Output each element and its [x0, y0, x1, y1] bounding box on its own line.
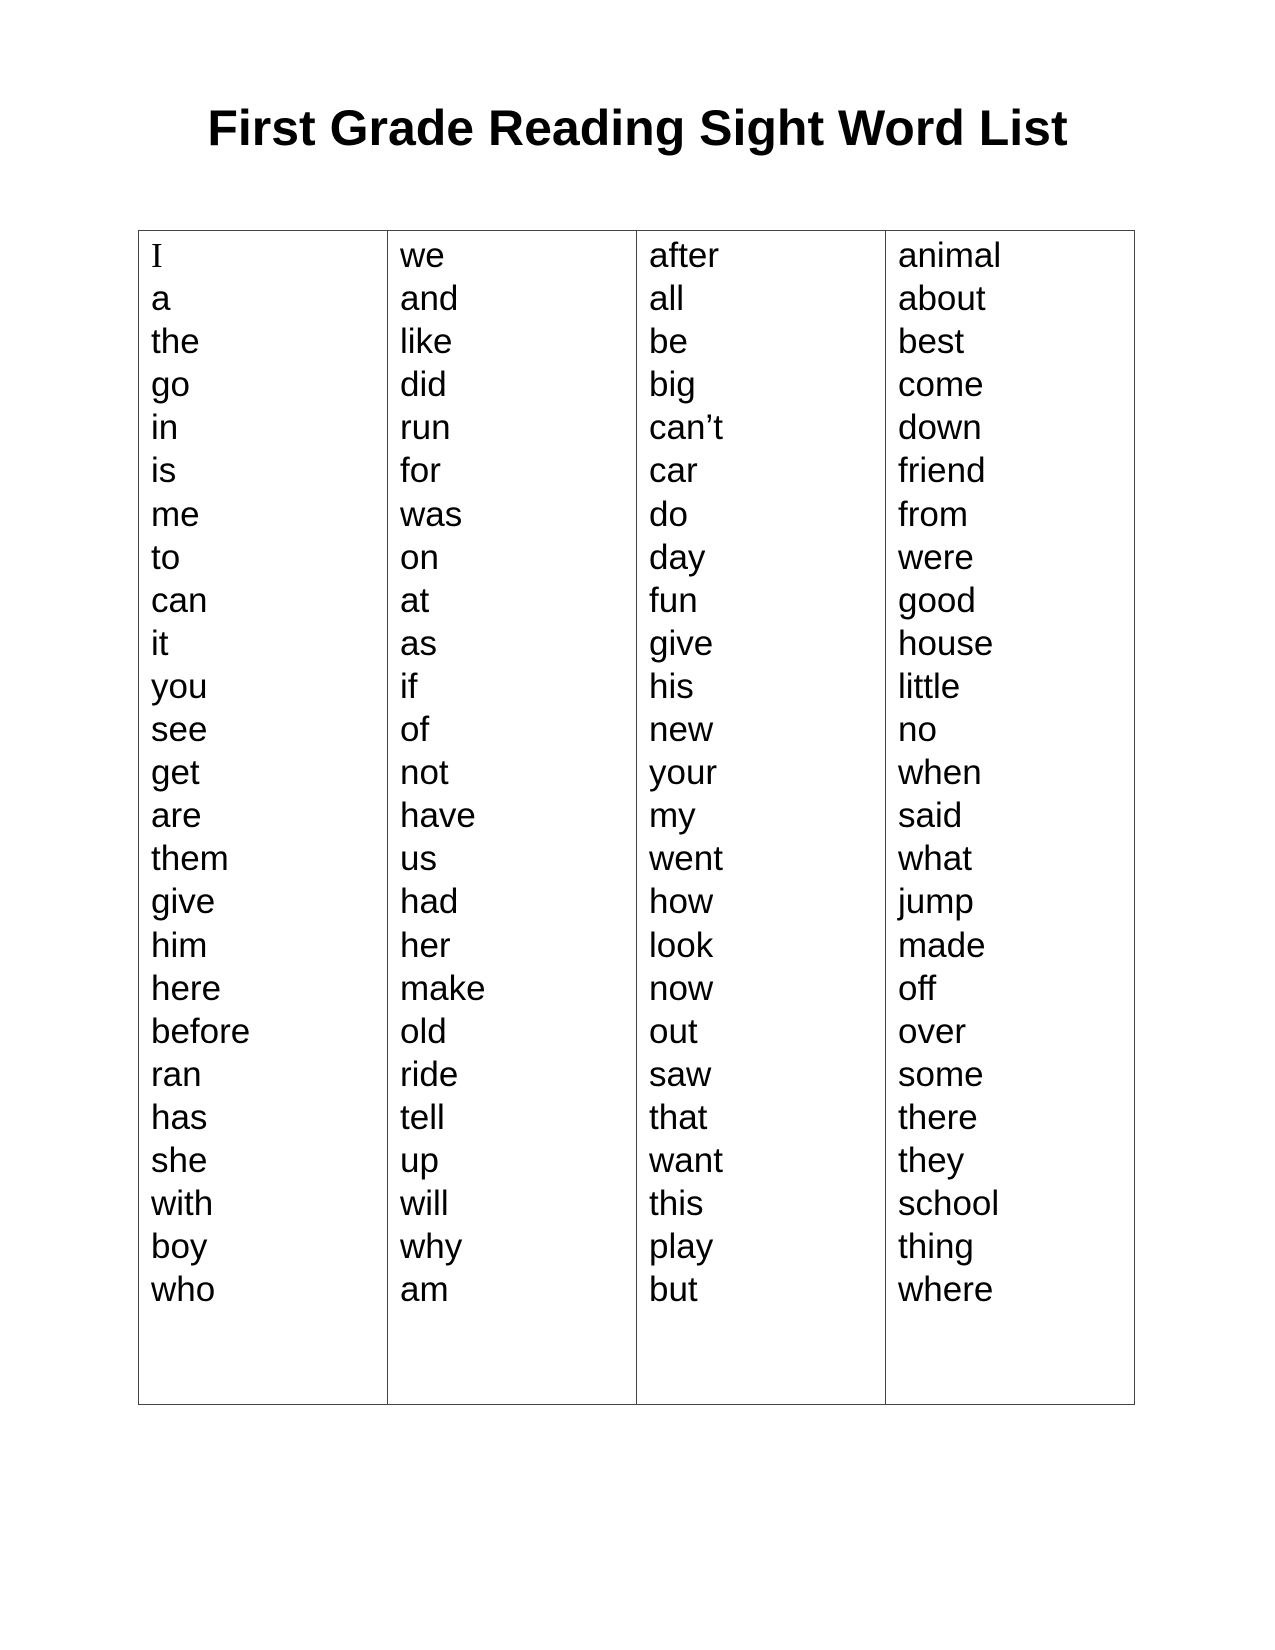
word-item: it: [151, 623, 169, 663]
word-list: [886, 231, 1134, 1311]
word-item: as: [400, 623, 437, 663]
word-item: are: [151, 796, 202, 836]
word-item: look: [649, 925, 714, 965]
word-item: ran: [151, 1054, 202, 1094]
word-item: see: [151, 710, 208, 750]
sight-word-table: [138, 230, 1135, 1405]
word-item: we: [400, 236, 445, 275]
word-item: there: [898, 1097, 978, 1137]
word-item: give: [649, 623, 714, 663]
word-item: has: [151, 1097, 208, 1137]
word-item: best: [898, 322, 965, 362]
word-item: now: [649, 968, 714, 1008]
word-column-2: [388, 231, 637, 1405]
word-item: give: [151, 882, 216, 922]
word-item: thing: [898, 1227, 974, 1267]
word-item: will: [400, 1184, 449, 1224]
word-item: I: [151, 236, 163, 275]
word-list: [388, 231, 636, 1311]
word-item: jump: [898, 882, 974, 922]
word-item: school: [898, 1184, 1000, 1224]
word-item: they: [898, 1140, 965, 1180]
word-item: go: [151, 365, 190, 405]
page-title: First Grade Reading Sight Word List: [207, 100, 1068, 156]
word-item: new: [649, 710, 714, 750]
word-item: down: [898, 408, 982, 448]
word-item: me: [151, 494, 200, 534]
word-item: am: [400, 1270, 449, 1310]
word-list: [637, 231, 885, 1311]
word-item: from: [898, 494, 968, 534]
word-item: good: [898, 580, 976, 620]
word-item: was: [400, 494, 463, 534]
word-item: she: [151, 1140, 208, 1180]
word-item: ride: [400, 1054, 459, 1094]
word-item: made: [898, 925, 986, 965]
word-item: him: [151, 925, 208, 965]
word-item: not: [400, 753, 449, 793]
word-item: that: [649, 1097, 708, 1137]
word-item: big: [649, 365, 696, 405]
table-row: [139, 231, 1135, 1405]
word-item: but: [649, 1270, 698, 1310]
word-item: went: [649, 839, 723, 879]
word-item: my: [649, 796, 696, 836]
word-item: is: [151, 451, 177, 491]
word-item: have: [400, 796, 476, 836]
word-item: why: [400, 1227, 463, 1267]
word-list: [139, 231, 387, 1311]
word-item: of: [400, 710, 430, 750]
word-item: house: [898, 623, 994, 663]
word-item: friend: [898, 451, 986, 491]
word-item: car: [649, 451, 698, 491]
word-item: in: [151, 408, 179, 448]
word-column-3: [637, 231, 886, 1405]
word-item: you: [151, 666, 208, 706]
word-item: do: [649, 494, 688, 534]
word-item: were: [898, 537, 974, 577]
word-item: on: [400, 537, 439, 577]
word-item: for: [400, 451, 441, 491]
word-item: boy: [151, 1227, 208, 1267]
word-item: where: [898, 1270, 994, 1310]
word-item: your: [649, 753, 718, 793]
word-item: be: [649, 322, 688, 362]
word-item: run: [400, 408, 451, 448]
word-item: here: [151, 968, 222, 1008]
word-item: with: [151, 1184, 214, 1224]
word-item: how: [649, 882, 714, 922]
word-item: little: [898, 666, 961, 706]
word-item: to: [151, 537, 181, 577]
word-item: all: [649, 279, 685, 319]
word-item: her: [400, 925, 451, 965]
word-item: his: [649, 666, 694, 706]
word-item: fun: [649, 580, 698, 620]
word-item: this: [649, 1184, 704, 1224]
word-item: off: [898, 968, 937, 1008]
word-item: come: [898, 365, 984, 405]
word-item: day: [649, 537, 706, 577]
word-item: if: [400, 666, 418, 706]
word-item: when: [898, 753, 982, 793]
word-item: can’t: [649, 408, 723, 448]
word-item: had: [400, 882, 459, 922]
word-item: over: [898, 1011, 967, 1051]
word-item: and: [400, 279, 459, 319]
word-item: want: [649, 1140, 723, 1180]
word-item: some: [898, 1054, 984, 1094]
word-item: animal: [898, 236, 1002, 275]
word-item: about: [898, 279, 986, 319]
word-column-1: [139, 231, 388, 1405]
word-item: out: [649, 1011, 698, 1051]
word-item: play: [649, 1227, 714, 1267]
word-column-4: [886, 231, 1135, 1405]
word-item: a: [151, 279, 171, 319]
word-item: did: [400, 365, 447, 405]
word-item: before: [151, 1011, 251, 1051]
word-item: make: [400, 968, 486, 1008]
word-item: tell: [400, 1097, 445, 1137]
word-item: at: [400, 580, 430, 620]
word-item: the: [151, 322, 200, 362]
word-item: saw: [649, 1054, 712, 1094]
word-item: up: [400, 1140, 439, 1180]
word-item: old: [400, 1011, 447, 1051]
word-item: who: [151, 1270, 216, 1310]
word-item: can: [151, 580, 208, 620]
word-item: like: [400, 322, 453, 362]
word-item: us: [400, 839, 437, 879]
word-item: after: [649, 236, 720, 275]
word-item: no: [898, 710, 937, 750]
word-item: said: [898, 796, 963, 836]
word-item: what: [898, 839, 972, 879]
word-item: get: [151, 753, 200, 793]
word-item: them: [151, 839, 229, 879]
